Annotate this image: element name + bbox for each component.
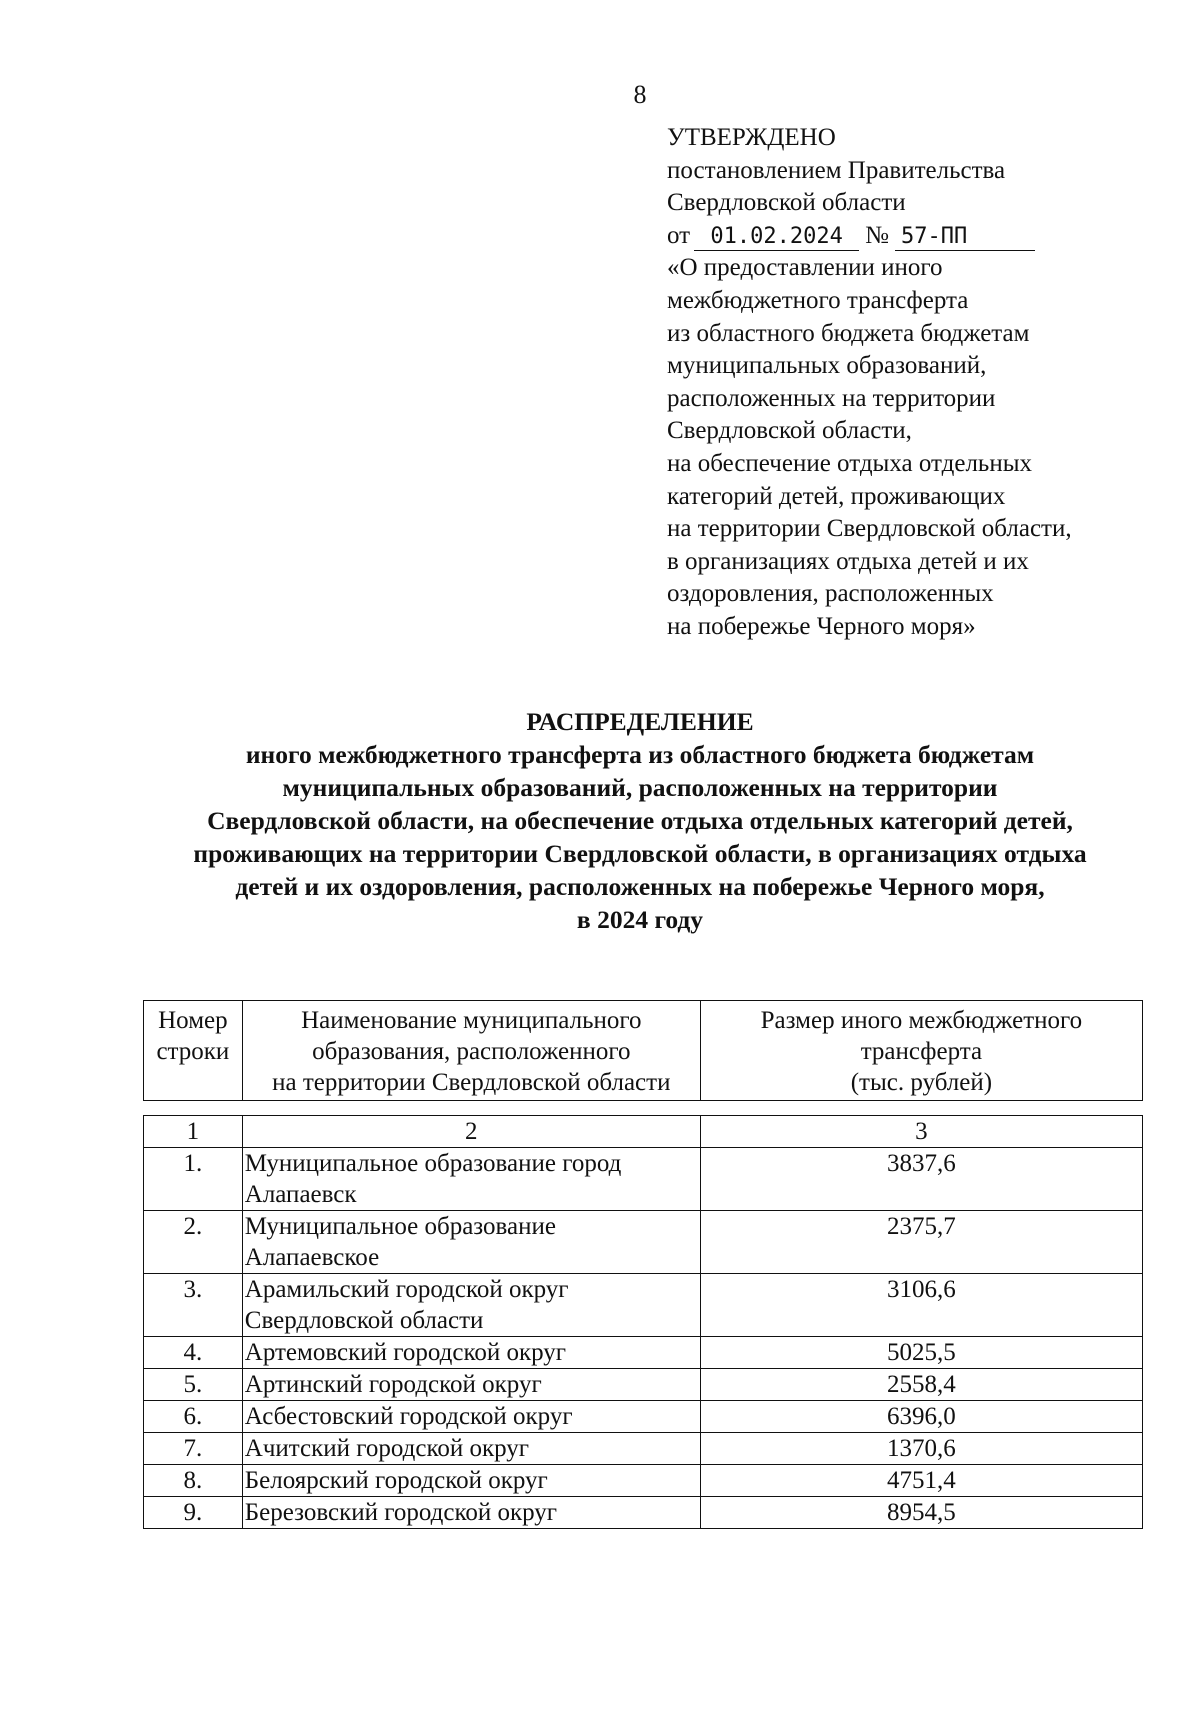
municipality-name: Ачитский городской округ — [242, 1433, 700, 1465]
subject-line: категорий детей, проживающих — [667, 482, 1006, 510]
transfer-amount: 4751,4 — [700, 1465, 1142, 1497]
row-number: 7. — [144, 1433, 243, 1465]
municipality-name — [242, 1148, 700, 1211]
table-header-row — [144, 1001, 1143, 1101]
approval-line: постановлением Правительства — [667, 156, 1006, 184]
row-number: 8. — [144, 1465, 243, 1497]
transfer-amount: 8954,5 — [700, 1497, 1142, 1529]
table-row — [144, 1211, 1143, 1274]
column-number-row — [144, 1116, 1143, 1148]
transfer-amount: 1370,6 — [700, 1433, 1142, 1465]
subject-line: на обеспечение отдыха отдельных — [667, 449, 1032, 477]
name-line: Муниципальное образование город — [244, 1150, 622, 1177]
transfer-amount: 3837,6 — [700, 1148, 1142, 1211]
subject-line: «О предоставлении иного — [667, 254, 943, 282]
row-number: 2. — [144, 1211, 243, 1274]
subject-line: оздоровления, расположенных — [667, 580, 994, 608]
table-row — [144, 1337, 1143, 1369]
table-row — [144, 1433, 1143, 1465]
municipality-name: Асбестовский городской округ — [242, 1401, 700, 1433]
approval-line: Свердловской области — [667, 189, 906, 217]
title-line: в 2024 году — [576, 905, 704, 934]
title-line: проживающих на территории Свердловской области, в организациях отдыха — [193, 839, 1087, 868]
name-line: Свердловской области — [244, 1307, 484, 1334]
title-line: РАСПРЕДЕЛЕНИЕ — [526, 707, 754, 736]
transfer-amount: 2558,4 — [700, 1369, 1142, 1401]
column-number: 3 — [700, 1116, 1142, 1148]
municipality-name: Артемовский городской округ — [242, 1337, 700, 1369]
row-number: 3. — [144, 1274, 243, 1337]
row-number: 4. — [144, 1337, 243, 1369]
header-text: Номер — [158, 1007, 228, 1034]
row-number: 6. — [144, 1401, 243, 1433]
subject-line: на территории Свердловской области, — [667, 515, 1072, 543]
name-line: Алапаевск — [244, 1181, 357, 1208]
column-number: 2 — [242, 1116, 700, 1148]
subject-line: межбюджетного трансферта — [667, 286, 969, 314]
table-row — [144, 1497, 1143, 1529]
row-number: 1. — [144, 1148, 243, 1211]
approval-date-line — [667, 220, 1167, 253]
number-sign: № — [865, 221, 889, 249]
subject-line: Свердловской области, — [667, 417, 912, 445]
transfer-amount: 2375,7 — [700, 1211, 1142, 1274]
header-text: Наименование муниципального — [301, 1007, 642, 1034]
title-line: детей и их оздоровления, расположенных на побережье Черного моря, — [235, 872, 1045, 901]
document-number: 57-ПП — [895, 224, 1035, 251]
municipality-name: Белоярский городской округ — [242, 1465, 700, 1497]
table-row — [144, 1401, 1143, 1433]
subject-line: в организациях отдыха детей и их — [667, 547, 1029, 575]
table-row — [144, 1369, 1143, 1401]
subject-line: муниципальных образований, — [667, 352, 987, 380]
header-text: на территории Свердловской области — [272, 1069, 671, 1096]
header-row-number — [144, 1001, 243, 1101]
municipality-name — [242, 1274, 700, 1337]
date-prefix: от — [667, 221, 691, 249]
row-number: 9. — [144, 1497, 243, 1529]
subject-line: из областного бюджета бюджетам — [667, 319, 1030, 347]
header-text: трансферта — [860, 1038, 983, 1065]
header-text: (тыс. рублей) — [850, 1069, 993, 1096]
approval-block — [667, 122, 1167, 644]
name-line: Муниципальное образование — [244, 1213, 556, 1240]
municipality-name: Березовский городской округ — [242, 1497, 700, 1529]
transfer-amount: 5025,5 — [700, 1337, 1142, 1369]
approval-heading: УТВЕРЖДЕНО — [667, 124, 836, 151]
header-municipality-name — [242, 1001, 700, 1101]
transfer-amount: 3106,6 — [700, 1274, 1142, 1337]
title-line: Свердловской области, на обеспечение отдыха отдельных категорий детей, — [207, 806, 1073, 835]
municipality-name: Артинский городской округ — [242, 1369, 700, 1401]
name-line: Арамильский городской округ — [244, 1276, 569, 1303]
municipality-name — [242, 1211, 700, 1274]
header-text: образования, расположенного — [312, 1038, 631, 1065]
document-date: 01.02.2024 — [694, 224, 859, 251]
table-row — [144, 1465, 1143, 1497]
subject-line: на побережье Черного моря» — [667, 612, 976, 640]
table-spacer — [144, 1101, 1143, 1116]
title-line: иного межбюджетного трансферта из областного бюджета бюджетам — [245, 740, 1035, 769]
header-text: Размер иного межбюджетного — [760, 1007, 1083, 1034]
header-text: строки — [156, 1038, 230, 1065]
header-transfer-amount — [700, 1001, 1142, 1101]
table-row — [144, 1274, 1143, 1337]
name-line: Алапаевское — [244, 1244, 380, 1271]
page-number: 8 — [633, 80, 647, 109]
transfer-amount: 6396,0 — [700, 1401, 1142, 1433]
document-title — [60, 705, 1200, 936]
row-number: 5. — [144, 1369, 243, 1401]
subject-line: расположенных на территории — [667, 384, 996, 412]
table-row — [144, 1148, 1143, 1211]
distribution-table — [143, 1000, 1143, 1529]
column-number: 1 — [144, 1116, 243, 1148]
title-line: муниципальных образований, расположенных на территории — [282, 773, 998, 802]
